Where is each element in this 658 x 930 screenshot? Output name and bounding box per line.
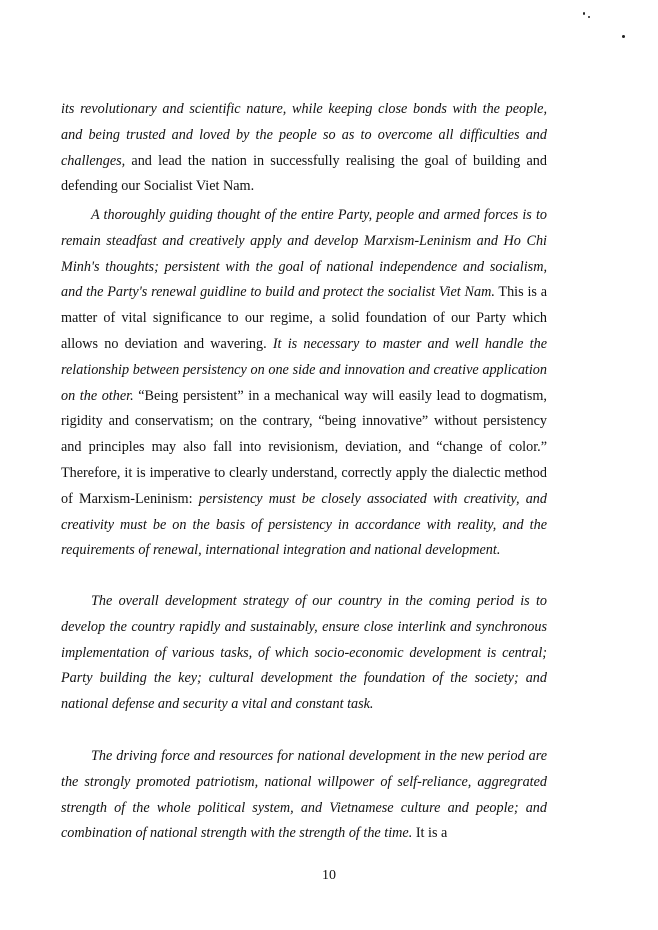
text-regular: “Being persistent” in a mechanical way will easily lead to dogmatism, rigidity and conservatism; on the contrary, “being innovative” without persistency and principles may also fall into revisionism, deviation, and “change of color.” Therefore, it is imperative to clearly understand, correctly apply the dialectic method of Marxism-Leninism: (61, 387, 547, 507)
paragraph-2 (61, 203, 547, 564)
text-regular: It is a (412, 825, 448, 842)
paragraph-3 (61, 589, 547, 718)
scan-speck (583, 12, 585, 15)
text-italic: It is necessary to master and well handle the relationship between persistency on one side and innovation and creative application on the other. (61, 335, 547, 404)
paragraph-1 (61, 97, 547, 200)
text-italic: persistency must be closely associated with creativity, and creativity must be on the basis of persistency in accordance with reality, and the requirements of renewal, international integration and national development. (61, 490, 547, 559)
scan-speck (622, 35, 625, 38)
page-number: 10 (322, 868, 336, 883)
text-italic: A thoroughly guiding thought of the entire Party, people and armed forces is to remain steadfast and creatively apply and develop Marxism-Leninism and Ho Chi Minh's thoughts; persistent with the goal of national independence and socialism, and the Party's renewal guidline to build and protect the socialist Viet Nam. (61, 207, 547, 301)
text-italic: The overall development strategy of our country in the coming period is to develop the country rapidly and sustainably, ensure close interlink and synchronous implementation of various tasks, of which socio-economic development is central; Party building the key; cultural development the foundation of the society; and national defense and security a vital and constant task. (61, 593, 547, 713)
paragraph-4 (61, 744, 547, 847)
text-regular: This is a matter of vital significance to our regime, a solid foundation of our Party which allows no deviation and wavering. (61, 284, 547, 352)
text-regular: and lead the nation in successfully realising the goal of building and defending our Socialist Viet Nam. (61, 152, 547, 195)
text-italic: its revolutionary and scientific nature, while keeping close bonds with the people, and being trusted and loved by the people so as to overcome all difficulties and challenges, (61, 101, 547, 169)
scan-speck (588, 16, 590, 18)
text-italic: The driving force and resources for national development in the new period are the strongly promoted patriotism, national willpower of self-reliance, aggregrated strength of the whole political system, and Vietnamese culture and people; and combination of national strength with the strength of the time. (61, 748, 547, 842)
